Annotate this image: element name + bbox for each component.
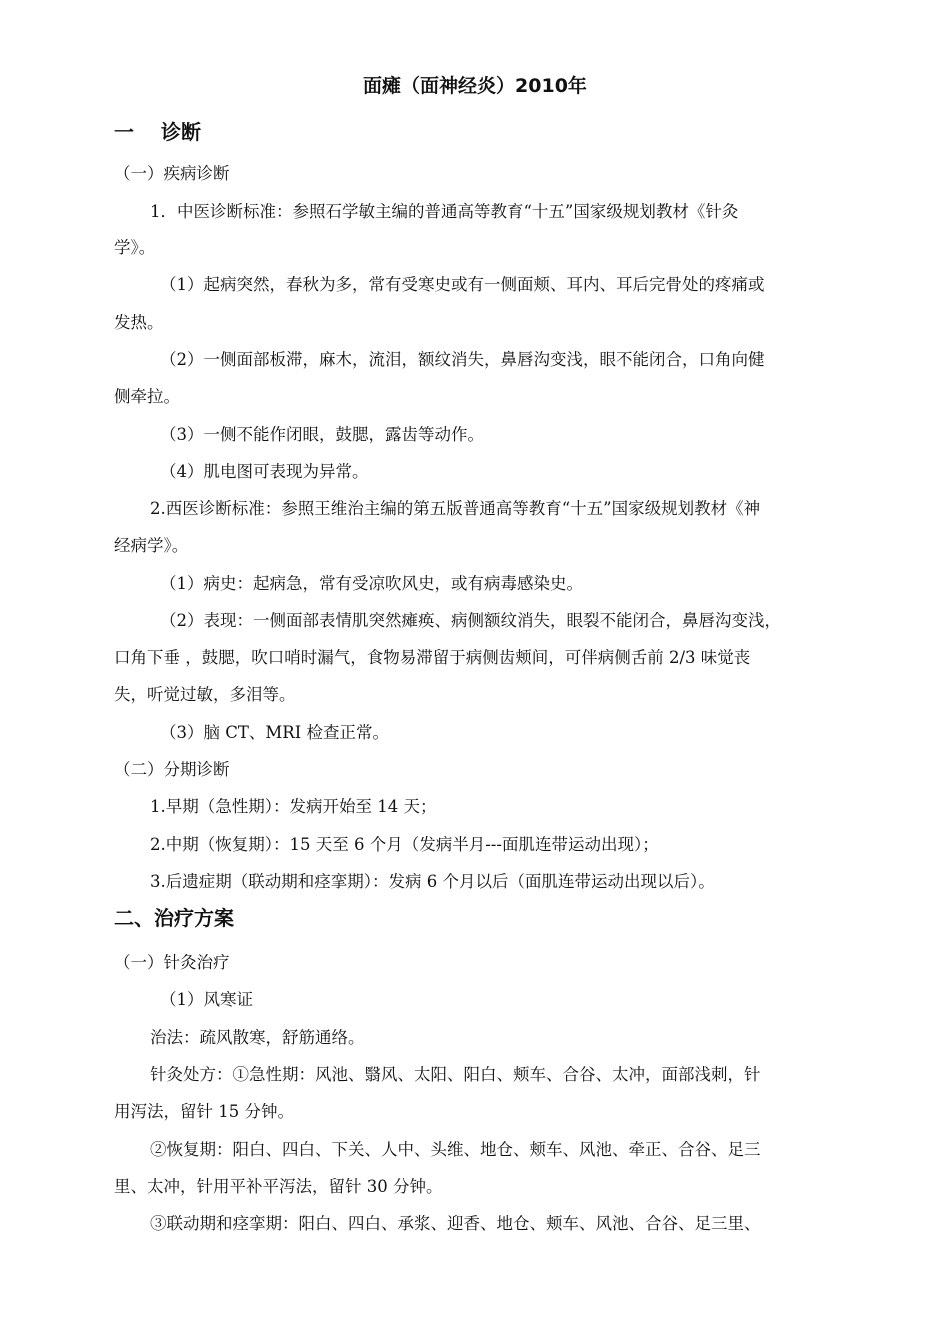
paragraph-line: （2）一侧面部板滞，麻木，流泪，额纹消失，鼻唇沟变浅，眼不能闭合，口角向健 bbox=[160, 350, 765, 369]
section-heading-diagnosis: 一 诊断 bbox=[114, 120, 201, 144]
paragraph-line: 发热。 bbox=[114, 313, 164, 332]
paragraph-line: 治法：疏风散寒，舒筋通络。 bbox=[150, 1028, 365, 1047]
paragraph-line: 1．中医诊断标准：参照石学敏主编的普通高等教育“十五”国家级规划教材《针灸 bbox=[150, 202, 739, 221]
paragraph-line: （1）风寒证 bbox=[160, 990, 253, 1009]
paragraph-line: 里、太冲，针用平补平泻法，留针 30 分钟。 bbox=[114, 1177, 443, 1196]
paragraph-line: 针灸处方：①急性期：风池、翳风、太阳、阳白、颊车、合谷、太冲，面部浅刺，针 bbox=[150, 1065, 761, 1084]
paragraph-line: 用泻法，留针 15 分钟。 bbox=[114, 1102, 294, 1121]
paragraph-line: 失，听觉过敏，多泪等。 bbox=[114, 685, 296, 704]
page-title: 面瘫（面神经炎）2010年 bbox=[363, 75, 587, 97]
section-heading-treatment: 二、治疗方案 bbox=[114, 906, 234, 930]
subheading-disease-diagnosis: （一）疾病诊断 bbox=[114, 164, 230, 183]
paragraph-line: 学》。 bbox=[114, 238, 156, 257]
paragraph-line: 经病学》。 bbox=[114, 536, 189, 555]
paragraph-line: ③联动期和痉挛期：阳白、四白、承浆、迎香、地仓、颊车、风池、合谷、足三里、 bbox=[150, 1214, 761, 1233]
paragraph-line: 2.西医诊断标准：参照王维治主编的第五版普通高等教育“十五”国家级规划教材《神 bbox=[150, 499, 761, 518]
paragraph-line: （2）表现：一侧面部表情肌突然瘫痪、病侧额纹消失，眼裂不能闭合，鼻唇沟变浅， bbox=[160, 611, 781, 630]
paragraph-line: （3）一侧不能作闭眼，鼓腮，露齿等动作。 bbox=[160, 425, 484, 444]
paragraph-line: 3.后遗症期（联动期和痉挛期）：发病 6 个月以后（面肌连带运动出现以后）。 bbox=[150, 872, 715, 891]
paragraph-line: ②恢复期：阳白、四白、下关、人中、头维、地仓、颊车、风池、牵正、合谷、足三 bbox=[150, 1140, 761, 1159]
paragraph-line: （1）起病突然，春秋为多，常有受寒史或有一侧面颊、耳内、耳后完骨处的疼痛或 bbox=[160, 275, 765, 294]
paragraph-line: （1）病史：起病急，常有受凉吹风史，或有病毒感染史。 bbox=[160, 574, 583, 593]
subheading-stage-diagnosis: （二）分期诊断 bbox=[114, 760, 230, 779]
paragraph-line: （4）肌电图可表现为异常。 bbox=[160, 462, 369, 481]
subheading-acupuncture: （一）针灸治疗 bbox=[114, 953, 230, 972]
paragraph-line: 口角下垂 ，鼓腮，吹口哨时漏气，食物易滞留于病侧齿颊间，可伴病侧舌前 2/3 味觉丧 bbox=[114, 648, 751, 667]
paragraph-line: （3）脑 CT、MRI 检查正常。 bbox=[160, 723, 389, 742]
paragraph-line: 2.中期（恢复期）：15 天至 6 个月（发病半月---面肌连带运动出现）； bbox=[150, 835, 659, 854]
paragraph-line: 1.早期（急性期）：发病开始至 14 天； bbox=[150, 797, 437, 816]
paragraph-line: 侧牵拉。 bbox=[114, 387, 180, 406]
